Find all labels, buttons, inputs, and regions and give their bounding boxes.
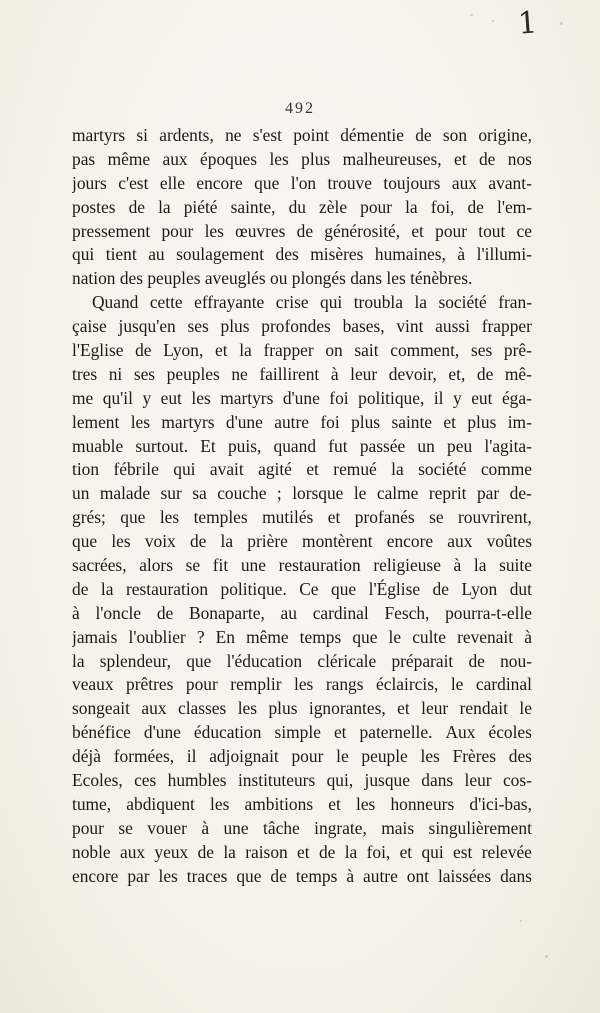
text-line: déjà formées, il adjoignait pour le peuple les Frères des: [72, 746, 532, 767]
text-line: muable surtout. Et puis, quand fut passée un peu l'agita-: [72, 435, 532, 456]
text-line: nation des peuples aveuglés ou plongés dans les ténèbres.: [72, 268, 473, 289]
text-line: veaux prêtres pour remplir les rangs éclaircis, le cardinal: [72, 674, 532, 695]
page-number: 492: [285, 100, 315, 117]
text-line: qui tient au soulagement des misères humaines, à l'illumi-: [72, 244, 532, 265]
text-line: grés; que les temples mutilés et profanés se rouvrirent,: [72, 507, 532, 528]
paper-speck: [545, 955, 548, 958]
text-line: tion fébrile qui avait agité et remué la société comme: [72, 459, 532, 480]
text-line: pressement pour les œuvres de générosité, et pour tout ce: [72, 220, 532, 241]
text-line: Quand cette effrayante crise qui troubla la société fran-: [92, 292, 532, 313]
corner-handwritten-mark: 1: [516, 5, 539, 42]
text-line: un malade sur sa couche ; lorsque le calme reprit par de-: [72, 483, 532, 504]
text-line: de la restauration politique. Ce que l'Église de Lyon dut: [72, 578, 532, 599]
paper-speck: [492, 20, 494, 22]
text-line: postes de la piété sainte, du zèle pour la foi, de l'em-: [72, 196, 532, 217]
text-line: bénéfice d'une éducation simple et paternelle. Aux écoles: [72, 722, 532, 743]
text-line: que les voix de la prière montèrent encore aux voûtes: [72, 531, 532, 552]
text-line: songeait aux classes les plus ignorantes, et leur rendait le: [72, 698, 532, 719]
text-line: tres ni ses peuples ne faillirent à leur devoir, et, de mê-: [72, 363, 532, 384]
text-line: l'Eglise de Lyon, et la frapper on sait comment, ses prê-: [72, 340, 532, 361]
paper-speck: [520, 920, 522, 922]
text-line: jamais l'oublier ? En même temps que le culte revenait à: [72, 626, 532, 647]
text-line: tume, abdiquent les ambitions et les honneurs d'ici-bas,: [72, 793, 532, 814]
text-line: martyrs si ardents, ne s'est point démentie de son origine,: [72, 125, 532, 145]
paper-speck: [470, 14, 473, 16]
text-line: lement les martyrs d'une autre foi plus sainte et plus im-: [72, 411, 532, 432]
text-line: pas même aux époques les plus malheureuses, et de nos: [72, 148, 532, 169]
text-line: jours c'est elle encore que l'on trouve toujours aux avant-: [72, 172, 532, 193]
text-line: noble aux yeux de la raison et de la foi, et qui est relevée: [72, 841, 532, 862]
text-line: la splendeur, que l'éducation cléricale préparait de nou-: [72, 650, 532, 671]
paper-speck: [560, 22, 563, 25]
text-line: me qu'il y eut les martyrs d'une foi politique, il y eut éga-: [72, 387, 532, 408]
text-line: Ecoles, ces humbles instituteurs qui, jusque dans leur cos-: [72, 770, 532, 791]
text-line: sacrées, alors se fit une restauration religieuse à la suite: [72, 555, 532, 576]
text-line: à l'oncle de Bonaparte, au cardinal Fesch, pourra-t-elle: [72, 602, 532, 623]
body-text: [72, 124, 532, 889]
text-line: pour se vouer à une tâche ingrate, mais singulièrement: [72, 817, 532, 838]
text-line: çaise jusqu'en ses plus profondes bases, vint aussi frapper: [72, 316, 532, 337]
text-line: encore par les traces que de temps à autre ont laissées dans: [72, 865, 532, 886]
